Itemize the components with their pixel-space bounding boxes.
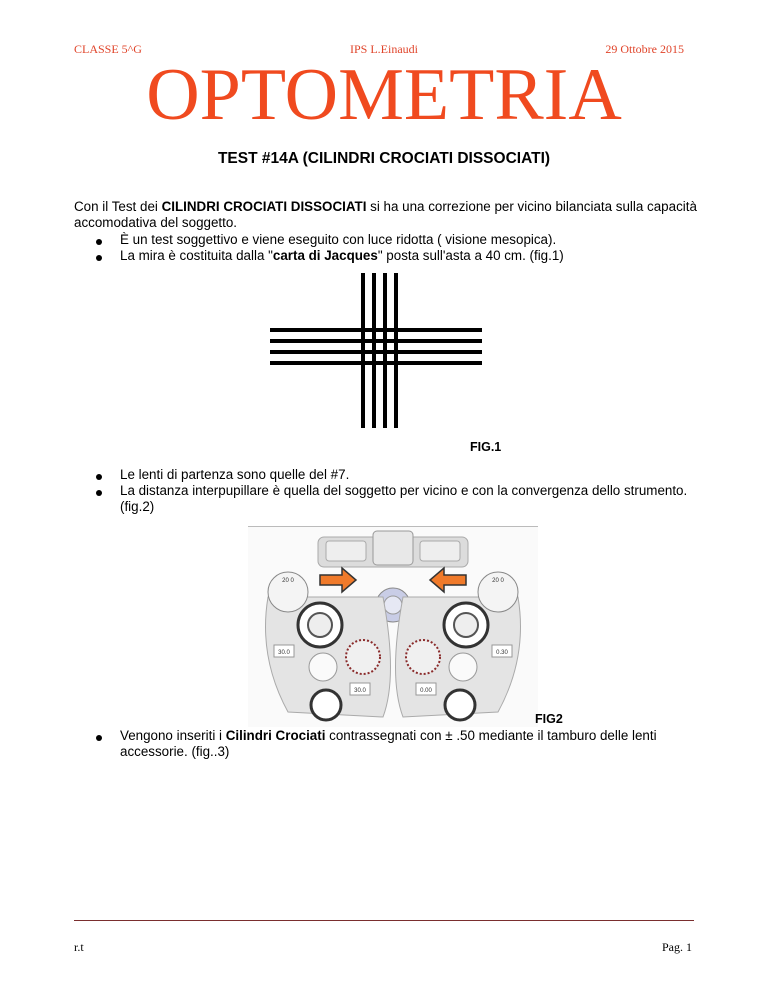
bullet-item: È un test soggettivo e viene eseguito con luce ridotta ( visione mesopica). (120, 232, 557, 247)
footer-rule (74, 920, 694, 921)
footer-page-number: Pag. 1 (662, 940, 692, 954)
bullet-dot (96, 490, 102, 496)
intro-paragraph: Con il Test dei CILINDRI CROCIATI DISSOCIATI si ha una correzione per vicino bilanciata sulla capacità accomodativa del soggetto. (74, 199, 697, 230)
bullet-dot (96, 735, 102, 741)
header-class: CLASSE 5^G (74, 42, 142, 56)
header-date: 29 Ottobre 2015 (605, 42, 684, 56)
bullet-item: La mira è costituita dalla "carta di Jacques" posta sull'asta a 40 cm. (fig.1) (120, 248, 564, 263)
bullet-item: La distanza interpupillare è quella del soggetto per vicino e con la convergenza dello strumento. (fig.2) (120, 483, 688, 514)
dial-label: 20 0 (282, 578, 294, 584)
fig1-caption: FIG.1 (470, 440, 502, 454)
dial-label: 30.0 (278, 650, 290, 656)
bullet-item: Le lenti di partenza sono quelle del #7. (120, 467, 350, 482)
document-title: TEST #14A (CILINDRI CROCIATI DISSOCIATI) (217, 150, 551, 167)
footer-author: r.t (74, 940, 84, 954)
dial-label: 0.30 (496, 650, 508, 656)
bullet-dot (96, 239, 102, 245)
bullet-item: Vengono inseriti i Cilindri Crociati contrassegnati con ± .50 mediante il tamburo delle lenti accessorie. (fig..3) (120, 728, 657, 759)
phoropter-figure (248, 527, 538, 727)
dial-label: 20 0 (492, 578, 504, 584)
fig2-caption: FIG2 (535, 712, 563, 726)
bullet-dot (96, 255, 102, 261)
header-school: IPS L.Einaudi (350, 42, 418, 56)
brand-title: OPTOMETRIA (146, 54, 622, 136)
dial-label: 0.00 (420, 688, 432, 694)
dial-label: 30.0 (354, 688, 366, 694)
jacques-chart-figure (270, 273, 482, 428)
bullet-dot (96, 474, 102, 480)
